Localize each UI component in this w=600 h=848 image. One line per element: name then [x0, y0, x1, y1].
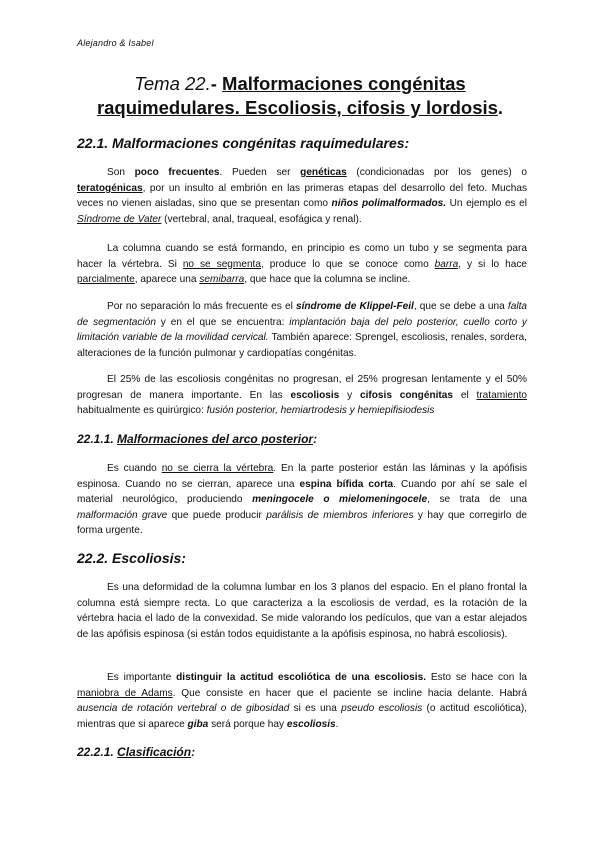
paragraph-4: El 25% de las escoliosis congénitas no progresan, el 25% progresan lentamente y el 50% progresan de manera importante. En las escoliosis y cifosis congénitas el tratamiento habitualmente es quirúrgico: fusión posterior, hemiartrodesis y hemiepifisiodesis: [77, 374, 527, 417]
title-prefix: Tema 22.-: [134, 73, 217, 94]
paragraph-5: Es cuando no se cierra la vértebra. En la parte posterior están las láminas y la apófisis espinosa. Cuando no se cierran, aparece una espina bífida corta. Cuando por ahí se sale el material neurológico, produciendo meningocele o mielomeningocele, se trata de una malformación grave que puede producir parálisis de miembros inferiores y hay que corregirlo de forma urgente.: [77, 463, 528, 537]
section-heading-22-2-1: 22.2.1. Clasificación:: [77, 745, 196, 759]
author-header: Alejandro & Isabel: [77, 38, 154, 48]
title-line-2: raquimedulares. Escoliosis, cifosis y lordosis: [96, 97, 498, 118]
title-line-1: Malformaciones congénitas: [222, 73, 466, 94]
paragraph-1: Son poco frecuentes. Pueden ser genéticas (condicionadas por los genes) o teratogénicas, por un insulto al embrión en las primeras etapas del desarrollo del feto. Muchas veces no vienen aisladas, sino que se presentan como niños polimalformados. Un ejemplo es el Síndrome de Vater (vertebral, anal, traqueal, esofágica y renal).: [77, 167, 527, 225]
section-heading-22-2: 22.2. Escoliosis:: [77, 550, 186, 566]
page-title: [60, 72, 540, 120]
paragraph-3: Por no separación lo más frecuente es el síndrome de Klippel-Feil, que se debe a una falta de segmentación y en el que se encuentra: implantación baja del pelo posterior, cuello corto y limitación variable de la movilidad cervical. También aparece: Sprengel, escoliosis, renales, sordera, alteraciones de la función pulmonar y cardiopatías congénitas.: [77, 301, 528, 359]
section-heading-22-1: 22.1. Malformaciones congénitas raquimedulares:: [77, 135, 410, 151]
paragraph-6: Es una deformidad de la columna lumbar en los 3 planos del espacio. En el plano frontal la columna está siempre recta. Lo que caracteriza a la escoliosis de verdad, es la rotación de la vértebra hacia el lado de la convexidad. Se mide valorando los pedículos, que van a estar alejados de las apófisis espinosa (si están todos equidistante a la apófisis espinosa, no habrá escoliosis).: [77, 582, 527, 640]
paragraph-7: Es importante distinguir la actitud escoliótica de una escoliosis. Esto se hace con la maniobra de Adams. Que consiste en hacer que el paciente se incline hacia delante. Habrá ausencia de rotación vertebral o de gibosidad si es una pseudo escoliosis (o actitud escoliótica), mientras que si aparece giba será porque hay escoliosis.: [77, 672, 528, 730]
section-heading-22-1-1: 22.1.1. Malformaciones del arco posterior:: [77, 432, 318, 446]
paragraph-2: La columna cuando se está formando, en principio es como un tubo y se segmenta para hacer la vértebra. Si no se segmenta, produce lo que se conoce como barra, y si lo hace parcialmente, aparece una semibarra, que hace que la columna se incline.: [77, 243, 528, 286]
title-period: .: [497, 97, 504, 118]
